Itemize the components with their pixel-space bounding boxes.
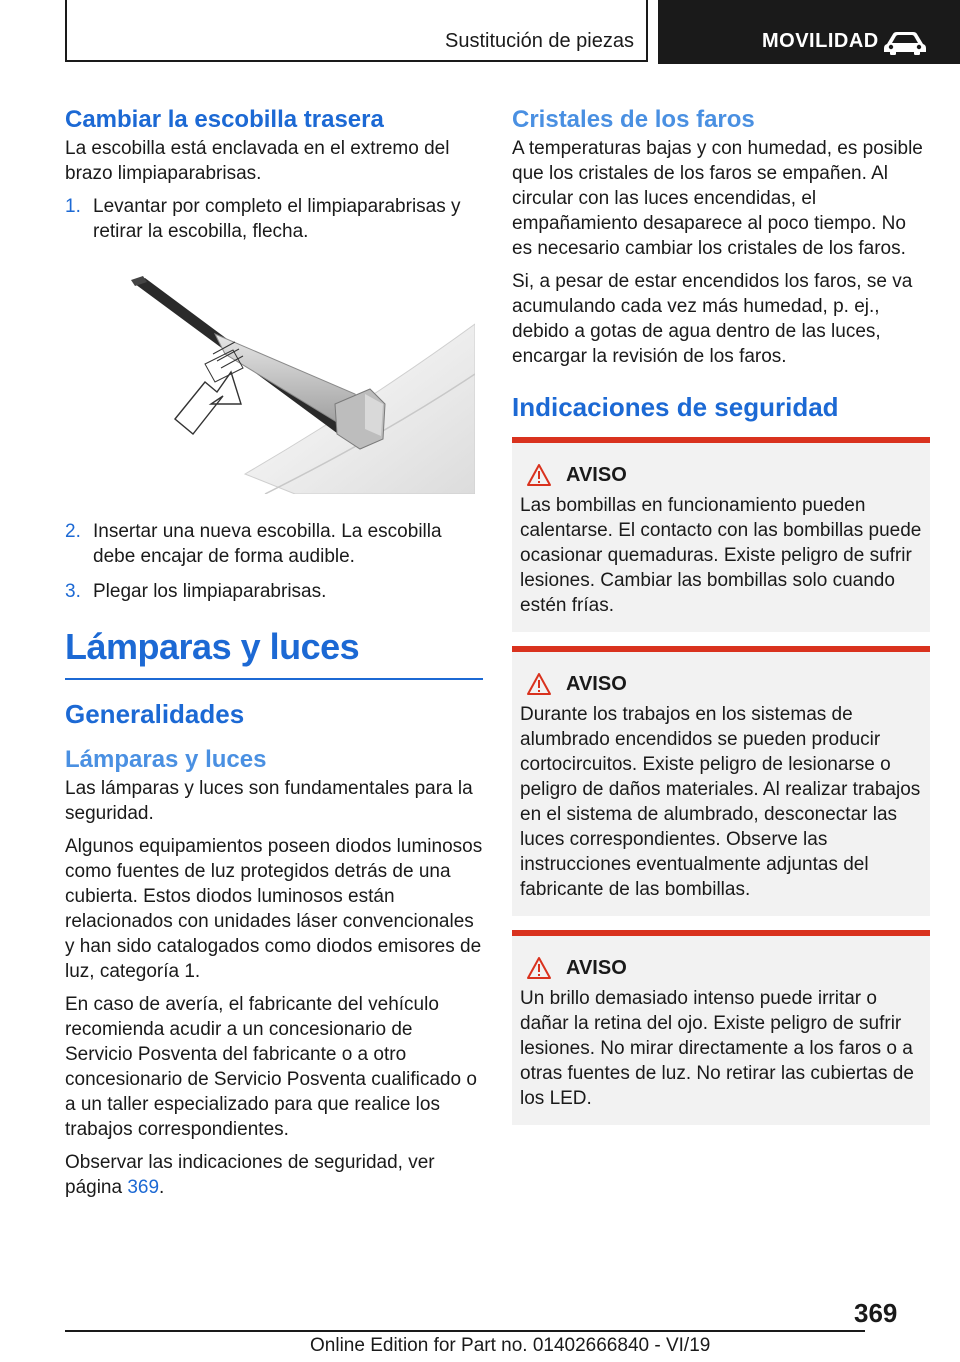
- left-column: [65, 104, 483, 1208]
- lamps-paragraph: Algunos equipamientos poseen diodos luminosos como fuentes de luz protegidos detrás de una cubierta. Estos diodos luminosos están relacionados con unidades láser convencionales y han sido catalogados como diodos emisores de luz, categoría 1.: [65, 836, 483, 982]
- page-number: 369: [854, 1298, 898, 1328]
- page-link[interactable]: 369: [127, 1177, 160, 1198]
- warning-title: AVISO: [566, 672, 627, 695]
- warning-title: AVISO: [566, 956, 627, 979]
- warning-box: [512, 646, 930, 916]
- lamps-subtitle: Generalidades: [65, 699, 245, 729]
- step-item: [65, 519, 483, 569]
- step-number: 3.: [65, 581, 81, 602]
- warning-triangle-icon: [526, 956, 552, 980]
- edition-text: Online Edition for Part no. 01402666840 - VI/19: [310, 1335, 711, 1356]
- warning-header: [520, 672, 922, 696]
- header-title: Sustitución de piezas: [444, 30, 634, 52]
- safety-heading: Indicaciones de seguridad: [512, 392, 839, 422]
- lamps-paragraph-ref: [65, 1150, 483, 1200]
- glass-paragraph: A temperaturas bajas y con humedad, es posible que los cristales de los faros se empañen. Al circular con las luces encendidas, el empañamiento desaparece al poco tiempo. No es necesario cambiar los cristales de los faros.: [512, 138, 923, 259]
- warning-text: Las bombillas en funcionamiento pueden calentarse. El contacto con las bombillas puede ocasionar quemaduras. Existe peligro de sufrir lesiones. Cambiar las bombillas solo cuando estén frías.: [520, 495, 922, 616]
- title-divider: [65, 678, 483, 680]
- header-title-box: [65, 0, 648, 62]
- right-column: [512, 104, 930, 1139]
- warning-box: [512, 930, 930, 1125]
- glass-heading: Cristales de los faros: [512, 106, 755, 133]
- lamps-subheading: Lámparas y luces: [65, 746, 267, 773]
- warning-title: AVISO: [566, 463, 627, 486]
- warning-text: Durante los trabajos en los sistemas de alumbrado encendidos se pueden producir cortocircuitos. Existe peligro de lesionarse o peligro de daños materiales. Al realizar trabajos en el sistema de alumbrado, desconectar las luces correspondientes. Observe las instrucciones eventualmente adjuntas del fabricante de las bombillas.: [520, 704, 921, 900]
- page-header: [0, 0, 960, 66]
- warning-box: [512, 437, 930, 632]
- car-icon: [882, 30, 928, 56]
- step-text: Plegar los limpiaparabrisas.: [93, 581, 327, 602]
- step-number: 2.: [65, 521, 81, 542]
- lamps-title: Lámparas y luces: [65, 626, 360, 667]
- step-text: Insertar una nueva escobilla. La escobilla debe encajar de forma audible.: [93, 521, 442, 567]
- glass-paragraph: Si, a pesar de estar encendidos los faros, se va acumulando cada vez más humedad, p. ej., debido a gotas de agua dentro de las luces, encargar la revisión de los faros.: [512, 271, 913, 367]
- header-section-label: MOVILIDAD: [762, 30, 879, 52]
- lamps-paragraph: Las lámparas y luces son fundamentales para la seguridad.: [65, 778, 473, 824]
- warning-header: [520, 463, 922, 487]
- warning-text: Un brillo demasiado intenso puede irritar o dañar la retina del ojo. Existe peligro de sufrir lesiones. No mirar directamente a los faros o a otras fuentes de luz. No retirar las cubiertas de los LED.: [520, 988, 914, 1109]
- step-item: [65, 194, 483, 244]
- warning-triangle-icon: [526, 672, 552, 696]
- step-text: Levantar por completo el limpiaparabrisas y retirar la escobilla, flecha.: [93, 196, 461, 242]
- header-section-box: [658, 0, 960, 64]
- warning-header: [520, 956, 922, 980]
- wiper-illustration: [65, 264, 475, 494]
- ref-text: Observar las indicaciones de seguridad, ver página: [65, 1152, 435, 1198]
- step-number: 1.: [65, 196, 81, 217]
- wiper-steps: [65, 194, 483, 244]
- wiper-steps-continued: [65, 519, 483, 604]
- wiper-intro: La escobilla está enclavada en el extremo del brazo limpiaparabrisas.: [65, 138, 450, 184]
- warning-triangle-icon: [526, 463, 552, 487]
- step-item: [65, 579, 483, 604]
- footer-divider: [65, 1330, 865, 1332]
- ref-end: .: [159, 1177, 165, 1198]
- wiper-heading: Cambiar la escobilla trasera: [65, 106, 384, 133]
- lamps-paragraph: En caso de avería, el fabricante del vehículo recomienda acudir a un concesionario de Servicio Posventa del fabricante o a otro concesionario de Servicio Posventa cualificado o a un taller especializado para que realice los trabajos correspondientes.: [65, 994, 477, 1140]
